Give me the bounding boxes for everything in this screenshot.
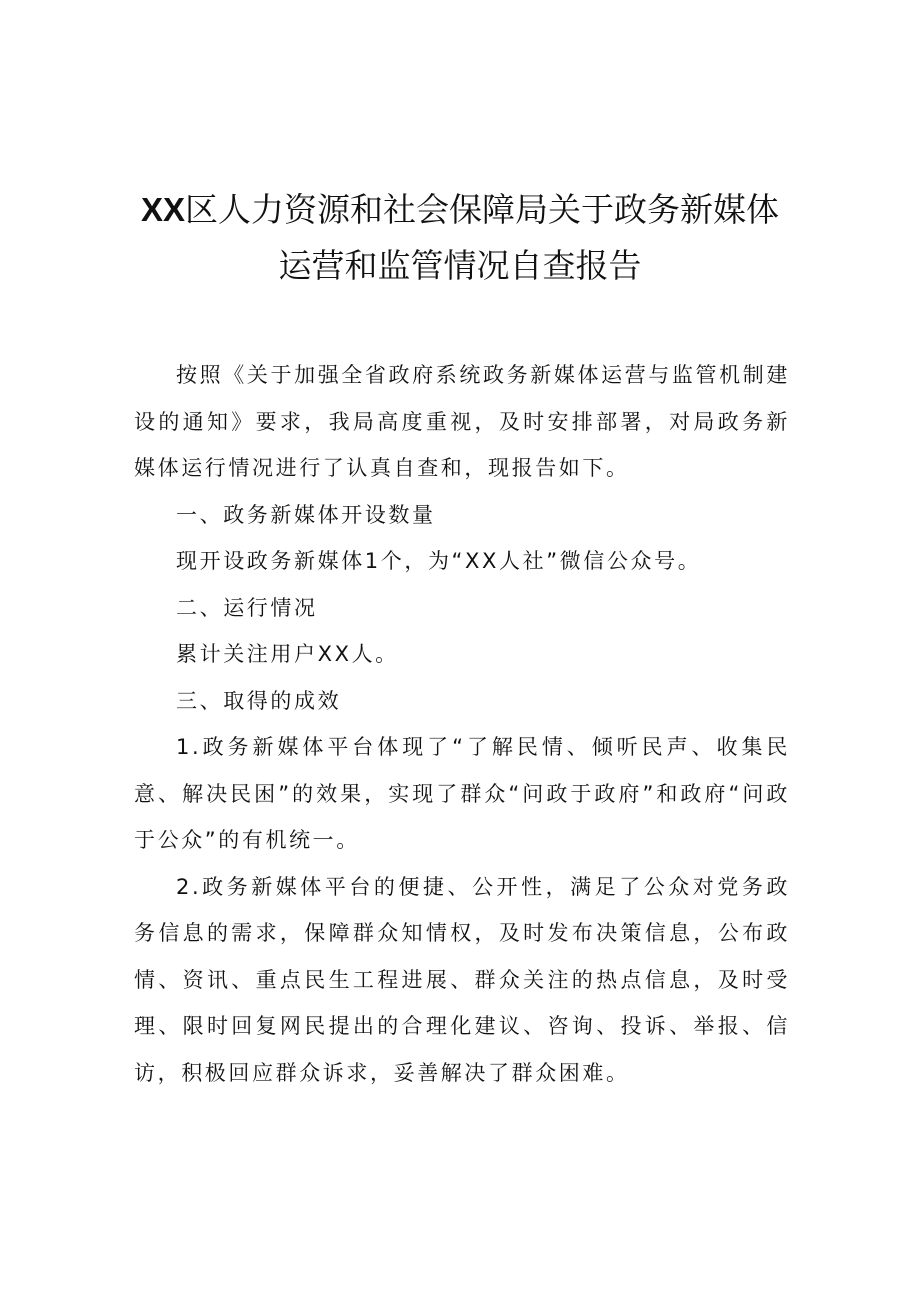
document-body: [134, 352, 790, 1096]
paragraph-followers: 累计关注用户XX人。: [176, 642, 399, 666]
page-title: [0, 182, 920, 294]
title-line-1-text: 区人力资源和社会保障局关于政务新媒体: [185, 190, 780, 230]
title-prefix: XX: [140, 191, 186, 229]
section-heading-3: 三、取得的成效: [176, 688, 342, 713]
section-heading-2: 二、运行情况: [176, 595, 318, 620]
paragraph-result-1: 1.政务新媒体平台体现了“了解民情、倾听民声、收集民意、解决民困”的效果，实现了群众“问政于政府”和政府“问政于公众”的有机统一。: [134, 735, 790, 852]
title-line-1: [0, 182, 920, 238]
paragraph-result-2: 2.政务新媒体平台的便捷、公开性，满足了公众对党务政务信息的需求，保障群众知情权，及时发布决策信息，公布政情、资讯、重点民生工程进展、群众关注的热点信息，及时受理、限时回复网民提出的合理化建议、咨询、投诉、举报、信访，积极回应群众诉求，妥善解决了群众困难。: [134, 874, 790, 1085]
title-line-2: 运营和监管情况自查报告: [278, 246, 642, 286]
section-heading-1: 一、政务新媒体开设数量: [176, 502, 436, 527]
paragraph-intro: 按照《关于加强全省政府系统政务新媒体运营与监管机制建设的通知》要求，我局高度重视，及时安排部署，对局政务新媒体运行情况进行了认真自查和，现报告如下。: [134, 363, 790, 480]
paragraph-media-count: 现开设政务新媒体1个，为“XX人社”微信公众号。: [176, 549, 702, 573]
